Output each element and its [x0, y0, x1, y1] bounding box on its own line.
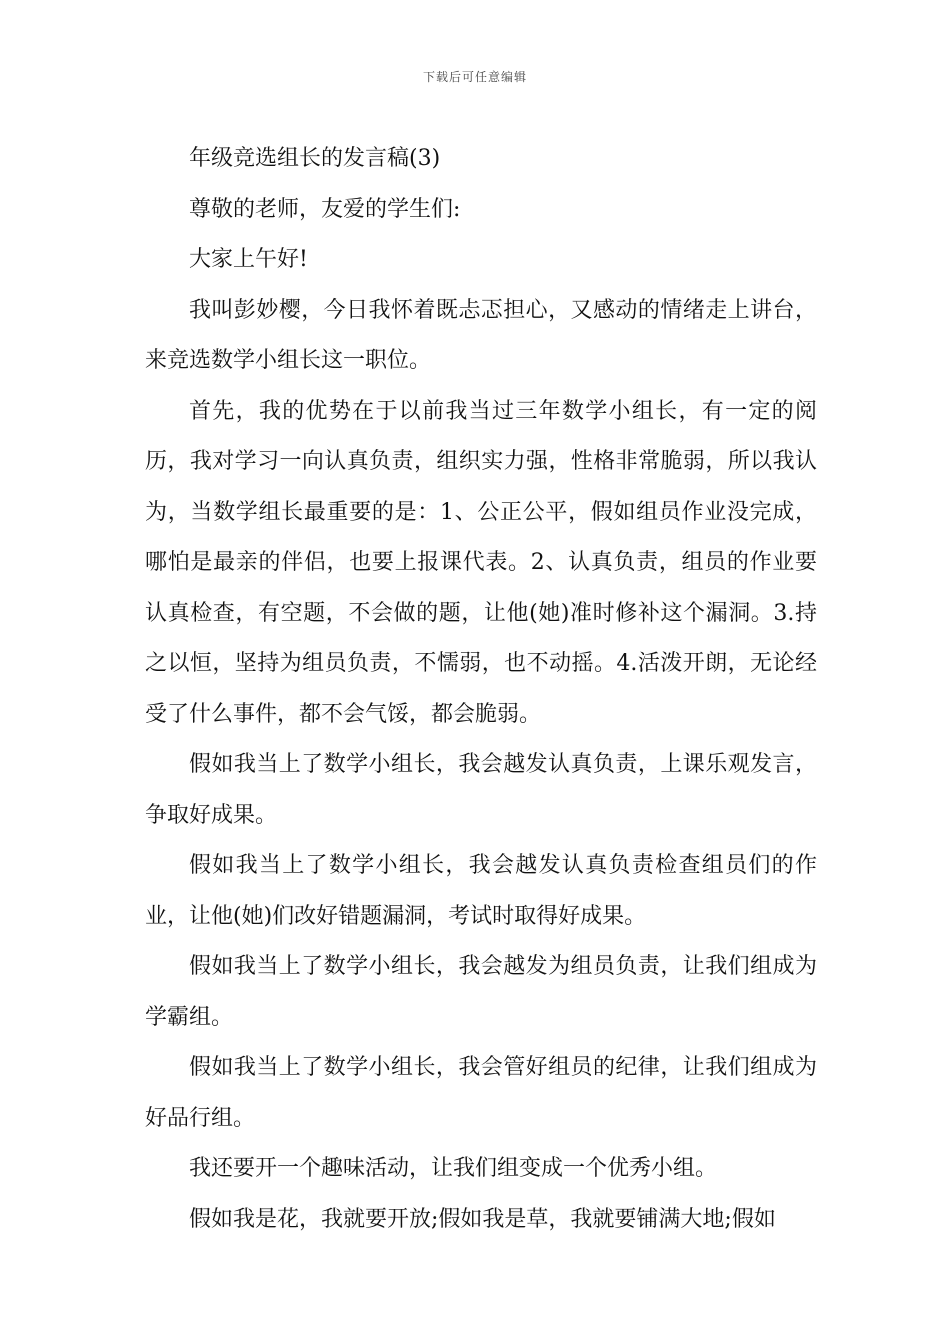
paragraph-advantages: 首先，我的优势在于以前我当过三年数学小组长，有一定的阅历，我对学习一向认真负责，组织实力强，性格非常脆弱，所以我认为，当数学组长最重要的是：1、公正公平，假如组员作业没完成，哪怕是最亲的伴侣，也要上报课代表。2、认真负责，组员的作业要认真检查，有空题，不会做的题，让他(她)准时修补这个漏洞。3.持之以恒，坚持为组员负责，不懦弱，也不动摇。4.活泼开朗，无论经受了什么事件，都不会气馁，都会脆弱。 — [145, 398, 817, 727]
paragraph-pledge-3: 假如我当上了数学小组长，我会越发为组员负责，让我们组成为学霸组。 — [145, 954, 817, 1030]
document-title: 年级竞选组长的发言稿(3) — [189, 146, 441, 171]
document-body — [145, 134, 817, 1245]
paragraph-activity: 我还要开一个趣味活动，让我们组变成一个优秀小组。 — [189, 1156, 718, 1181]
paragraph-pledge-4: 假如我当上了数学小组长，我会管好组员的纪律，让我们组成为好品行组。 — [145, 1055, 817, 1131]
paragraph-greeting: 大家上午好! — [189, 247, 308, 272]
paragraph-pledge-1: 假如我当上了数学小组长，我会越发认真负责，上课乐观发言，争取好成果。 — [145, 752, 817, 828]
paragraph-closing: 假如我是花，我就要开放;假如我是草，我就要铺满大地;假如 — [189, 1206, 776, 1232]
header-note: 下载后可任意编辑 — [422, 70, 527, 84]
paragraph-intro: 我叫彭妙樱，今日我怀着既忐忑担心，又感动的情绪走上讲台，来竞选数学小组长这一职位。 — [145, 297, 817, 373]
paragraph-pledge-2: 假如我当上了数学小组长，我会越发认真负责检查组员们的作业，让他(她)们改好错题漏洞，考试时取得好成果。 — [145, 853, 817, 929]
paragraph-salutation: 尊敬的老师，友爱的学生们: — [189, 196, 461, 222]
